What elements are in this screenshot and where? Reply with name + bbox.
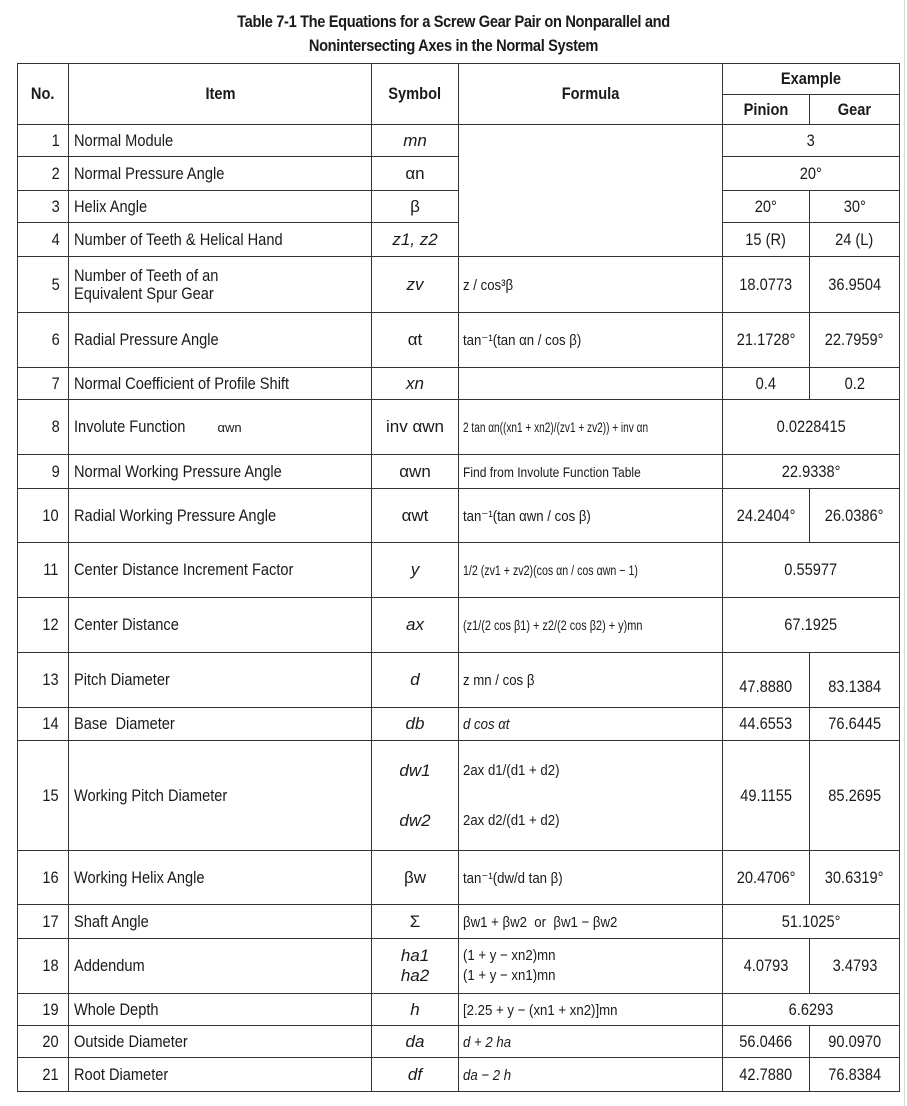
header-formula-label: Formula [561, 84, 620, 103]
row-number [18, 125, 69, 157]
row-item-text: Normal Pressure Angle [74, 163, 225, 183]
row-value-text: 85.2695 [828, 785, 881, 805]
row-symbol: db [372, 708, 459, 741]
row-symbol: β [372, 191, 459, 223]
row-number [18, 157, 69, 191]
row-value-text: 22.9338° [781, 461, 841, 481]
row-item-text: Normal Module [74, 130, 174, 150]
row-item [69, 851, 372, 905]
header-example [723, 64, 900, 95]
row-number-text: 4 [51, 229, 60, 249]
row-value-shared [723, 905, 900, 939]
formula-text: tan⁻¹(dw/d tan β) [463, 869, 563, 887]
row-symbol-line2: ha2 [400, 966, 430, 985]
formula-text: βw1 + βw2 or βw1 − βw2 [463, 913, 618, 931]
row-value-pinion [723, 1026, 810, 1058]
row-number [18, 939, 69, 994]
row-formula [459, 598, 723, 653]
row-item [69, 489, 372, 543]
row-item [69, 598, 372, 653]
row-number [18, 905, 69, 939]
row-symbol: inv αwn [372, 400, 459, 455]
row-value-text: 83.1384 [828, 677, 881, 696]
row-value-pinion [723, 939, 810, 994]
row-item-text: Helix Angle [74, 196, 148, 216]
row-symbol: αt [372, 313, 459, 368]
row-value-pinion [723, 191, 810, 223]
row-value-text: 0.55977 [784, 560, 838, 579]
row-item-text: Radial Pressure Angle [74, 330, 219, 349]
row-value-text: 3 [806, 130, 816, 150]
table-title-line-2: Nonintersecting Axes in the Normal System [308, 36, 599, 55]
row-formula [459, 851, 723, 905]
row-item-text: Working Helix Angle [74, 867, 205, 887]
row-value-gear [810, 368, 900, 400]
formula-text: 2 tan αn((xn1 + xn2)/(zv1 + zv2)) + inv αn [463, 419, 649, 435]
row-item-note: αwn [217, 420, 242, 435]
row-formula [459, 313, 723, 368]
row-number [18, 257, 69, 313]
table-row [18, 598, 900, 653]
header-example-label: Example [780, 69, 842, 88]
table-row [18, 741, 900, 851]
row-item [69, 1058, 372, 1092]
row-number [18, 455, 69, 489]
row-number-text: 13 [42, 670, 59, 689]
row-item [69, 257, 372, 313]
row-formula [459, 905, 723, 939]
row-formula [459, 1058, 723, 1092]
formula-text: (1 + y − xn2)mn [463, 947, 556, 964]
row-number-text: 6 [51, 330, 60, 349]
row-item-text: Involute Function [74, 417, 186, 436]
row-value-text: 56.0466 [739, 1031, 793, 1051]
row-number-text: 12 [42, 615, 59, 634]
table-title-line-1: Table 7-1 The Equations for a Screw Gear Pair on Nonparallel and [237, 12, 670, 31]
row-number [18, 1026, 69, 1058]
row-value-text: 90.0970 [828, 1031, 881, 1051]
row-value-text: 0.2 [844, 373, 865, 393]
row-value-pinion [723, 1058, 810, 1092]
row-item [69, 543, 372, 598]
table-row [18, 1058, 900, 1092]
row-number [18, 708, 69, 741]
row-value-text: 76.8384 [828, 1064, 881, 1084]
row-item [69, 191, 372, 223]
formula-text: 1/2 (zv1 + zv2)(cos αn / cos αwn − 1) [463, 562, 638, 578]
row-value-text: 30° [843, 196, 866, 216]
row-value-shared [723, 455, 900, 489]
row-value-pinion [723, 313, 810, 368]
row-value-text: 6.6293 [788, 999, 834, 1019]
row-symbol: βw [372, 851, 459, 905]
row-value-text: 47.8880 [739, 677, 793, 696]
table-row [18, 543, 900, 598]
table-row [18, 851, 900, 905]
row-symbol [372, 741, 459, 851]
row-item-text: Radial Working Pressure Angle [74, 505, 277, 525]
row-item-text-line2: Equivalent Spur Gear [74, 283, 214, 303]
row-number [18, 653, 69, 708]
row-symbol-line2: dw2 [399, 810, 431, 830]
row-symbol: αn [372, 157, 459, 191]
screw-gear-equations-table [17, 63, 900, 1092]
row-value-text: 3.4793 [832, 956, 877, 975]
table-row [18, 653, 900, 708]
row-item-text: Normal Coefficient of Profile Shift [74, 373, 290, 393]
row-value-text: 30.6319° [825, 867, 884, 887]
row-item-text: Outside Diameter [74, 1031, 188, 1051]
row-value-text: 76.6445 [828, 714, 881, 733]
row-symbol: xn [372, 368, 459, 400]
row-number-text: 19 [42, 999, 59, 1019]
row-symbol: zv [372, 257, 459, 313]
row-number [18, 191, 69, 223]
row-value-gear [810, 1026, 900, 1058]
row-number-text: 15 [42, 785, 59, 805]
row-number [18, 313, 69, 368]
row-value-text: 22.7959° [825, 330, 884, 349]
row-number-text: 18 [42, 956, 59, 975]
row-item-text: Base Diameter [74, 714, 175, 733]
header-pinion-label: Pinion [743, 99, 789, 119]
formula-text: tan⁻¹(tan αwn / cos β) [463, 507, 591, 525]
table-row [18, 400, 900, 455]
row-number-text: 1 [51, 130, 60, 150]
row-value-text: 18.0773 [739, 274, 793, 294]
row-symbol: d [372, 653, 459, 708]
row-formula [459, 400, 723, 455]
formula-text: d cos αt [463, 716, 510, 733]
formula-text: (z1/(2 cos β1) + z2/(2 cos β2) + y)mn [463, 617, 643, 633]
header-item-label: Item [204, 84, 236, 103]
row-item [69, 157, 372, 191]
row-symbol: df [372, 1058, 459, 1092]
row-item [69, 1026, 372, 1058]
row-number [18, 994, 69, 1026]
row-item-text: Center Distance [74, 615, 179, 634]
header-gear-label: Gear [837, 99, 872, 119]
row-value-pinion [723, 851, 810, 905]
row-symbol: z1, z2 [372, 223, 459, 257]
row-value-text: 42.7880 [739, 1064, 793, 1084]
row-item [69, 708, 372, 741]
row-item [69, 939, 372, 994]
row-number-text: 20 [42, 1031, 59, 1051]
row-item [69, 994, 372, 1026]
row-value-gear [810, 1058, 900, 1092]
formula-text: 2ax d1/(d1 + d2) [463, 761, 560, 779]
row-number-text: 16 [42, 867, 59, 887]
formula-text: Find from Involute Function Table [463, 463, 641, 480]
row-number [18, 598, 69, 653]
header-formula [459, 64, 723, 125]
formula-text: d + 2 ha [463, 1033, 512, 1051]
row-formula [459, 543, 723, 598]
row-item [69, 455, 372, 489]
table-row [18, 1026, 900, 1058]
row-value-gear [810, 257, 900, 313]
row-formula [459, 1026, 723, 1058]
row-number-text: 21 [42, 1064, 59, 1084]
formula-text: z mn / cos β [463, 672, 535, 689]
row-value-gear [810, 851, 900, 905]
row-value-gear [810, 741, 900, 851]
header-no-label: No. [31, 84, 55, 103]
row-formula [459, 741, 723, 851]
row-value-gear [810, 191, 900, 223]
row-value-text: 36.9504 [828, 274, 881, 294]
row-number [18, 223, 69, 257]
formula-text-line2: 2ax d2/(d1 + d2) [463, 811, 560, 829]
row-item-text: Whole Depth [74, 999, 159, 1019]
table-row [18, 905, 900, 939]
row-value-text: 67.1925 [784, 615, 838, 634]
row-number-text: 9 [51, 461, 60, 481]
row-value-gear [810, 313, 900, 368]
row-number [18, 1058, 69, 1092]
formula-text: z / cos³β [463, 276, 514, 294]
row-number [18, 489, 69, 543]
row-symbol: ax [372, 598, 459, 653]
row-value-text: 24.2404° [736, 505, 796, 525]
table-row [18, 257, 900, 313]
row-number-text: 5 [51, 274, 60, 294]
row-value-gear [810, 708, 900, 741]
row-item [69, 653, 372, 708]
row-item [69, 313, 372, 368]
row-symbol: h [372, 994, 459, 1026]
row-value-text: 21.1728° [736, 330, 796, 349]
row-value-text: 0.0228415 [776, 417, 846, 436]
row-number-text: 17 [42, 911, 59, 931]
row-value-text: 44.6553 [739, 714, 793, 733]
page-edge-divider [904, 0, 905, 1106]
row-number [18, 543, 69, 598]
row-number-text: 14 [42, 714, 59, 733]
row-formula [459, 489, 723, 543]
row-value-text: 15 (R) [745, 229, 787, 249]
row-number-text: 11 [43, 560, 59, 579]
row-item-text: Pitch Diameter [74, 670, 170, 689]
row-value-pinion [723, 653, 810, 708]
row-formula [459, 939, 723, 994]
row-formula [459, 257, 723, 313]
row-item-text: Addendum [74, 956, 145, 975]
table-row [18, 939, 900, 994]
row-value-pinion [723, 741, 810, 851]
row-formula-empty [459, 125, 723, 257]
row-item-text: Number of Teeth & Helical Hand [74, 229, 283, 249]
header-item [69, 64, 372, 125]
formula-text: da − 2 h [463, 1066, 512, 1084]
row-value-gear [810, 653, 900, 708]
row-item [69, 400, 372, 455]
row-number-text: 10 [42, 505, 59, 525]
row-number [18, 400, 69, 455]
row-symbol: αwn [372, 455, 459, 489]
row-item [69, 125, 372, 157]
row-formula [459, 653, 723, 708]
header-symbol [372, 64, 459, 125]
row-symbol: y [372, 543, 459, 598]
header-gear [810, 95, 900, 125]
row-item-text: Working Pitch Diameter [74, 785, 228, 805]
row-value-text: 4.0793 [743, 956, 789, 975]
row-value-text: 20° [754, 196, 778, 216]
row-value-text: 24 (L) [835, 229, 874, 249]
row-value-shared [723, 598, 900, 653]
row-value-shared [723, 400, 900, 455]
row-value-text: 0.4 [755, 373, 777, 393]
row-formula [459, 708, 723, 741]
row-number-text: 8 [51, 417, 60, 436]
row-value-pinion [723, 257, 810, 313]
row-symbol: Σ [372, 905, 459, 939]
row-formula-empty [459, 368, 723, 400]
row-value-shared [723, 994, 900, 1026]
row-formula [459, 994, 723, 1026]
row-item [69, 368, 372, 400]
table-row [18, 368, 900, 400]
table-row [18, 708, 900, 741]
row-value-text: 49.1155 [740, 785, 792, 805]
formula-text: [2.25 + y − (xn1 + xn2)]mn [463, 1001, 618, 1019]
table-row [18, 455, 900, 489]
row-value-gear [810, 489, 900, 543]
row-item-text: Shaft Angle [74, 911, 149, 931]
row-symbol-line1: dw1 [399, 760, 431, 780]
table-row [18, 994, 900, 1026]
row-item-text: Center Distance Increment Factor [74, 560, 294, 579]
table-row [18, 125, 900, 157]
row-number [18, 368, 69, 400]
row-value-shared [723, 157, 900, 191]
row-value-text: 51.1025° [781, 911, 841, 931]
row-value-pinion [723, 708, 810, 741]
row-value-pinion [723, 223, 810, 257]
row-value-gear [810, 223, 900, 257]
row-item-text: Number of Teeth of an [74, 265, 219, 285]
row-number-text: 2 [51, 163, 60, 183]
row-value-gear [810, 939, 900, 994]
header-pinion [723, 95, 810, 125]
table-row [18, 489, 900, 543]
row-value-text: 20.4706° [736, 867, 796, 887]
header-no [18, 64, 69, 125]
row-symbol: da [372, 1026, 459, 1058]
row-value-text: 26.0386° [825, 505, 884, 525]
row-symbol-line1: ha1 [400, 946, 430, 965]
row-item-text: Root Diameter [74, 1064, 169, 1084]
row-number [18, 851, 69, 905]
row-formula [459, 455, 723, 489]
row-number [18, 741, 69, 851]
row-symbol [372, 939, 459, 994]
row-item [69, 223, 372, 257]
table-row [18, 313, 900, 368]
row-number-text: 3 [51, 196, 60, 216]
row-value-pinion [723, 368, 810, 400]
header-symbol-label: Symbol [388, 84, 442, 103]
formula-text-line2: (1 + y − xn1)mn [463, 967, 556, 984]
row-symbol: mn [372, 125, 459, 157]
row-item [69, 905, 372, 939]
row-value-pinion [723, 489, 810, 543]
row-value-text: 20° [799, 163, 823, 183]
formula-text: tan⁻¹(tan αn / cos β) [463, 332, 582, 349]
row-item-text: Normal Working Pressure Angle [74, 461, 282, 481]
row-value-shared [723, 543, 900, 598]
row-value-shared [723, 125, 900, 157]
row-symbol: αwt [372, 489, 459, 543]
row-item [69, 741, 372, 851]
row-number-text: 7 [51, 373, 60, 393]
